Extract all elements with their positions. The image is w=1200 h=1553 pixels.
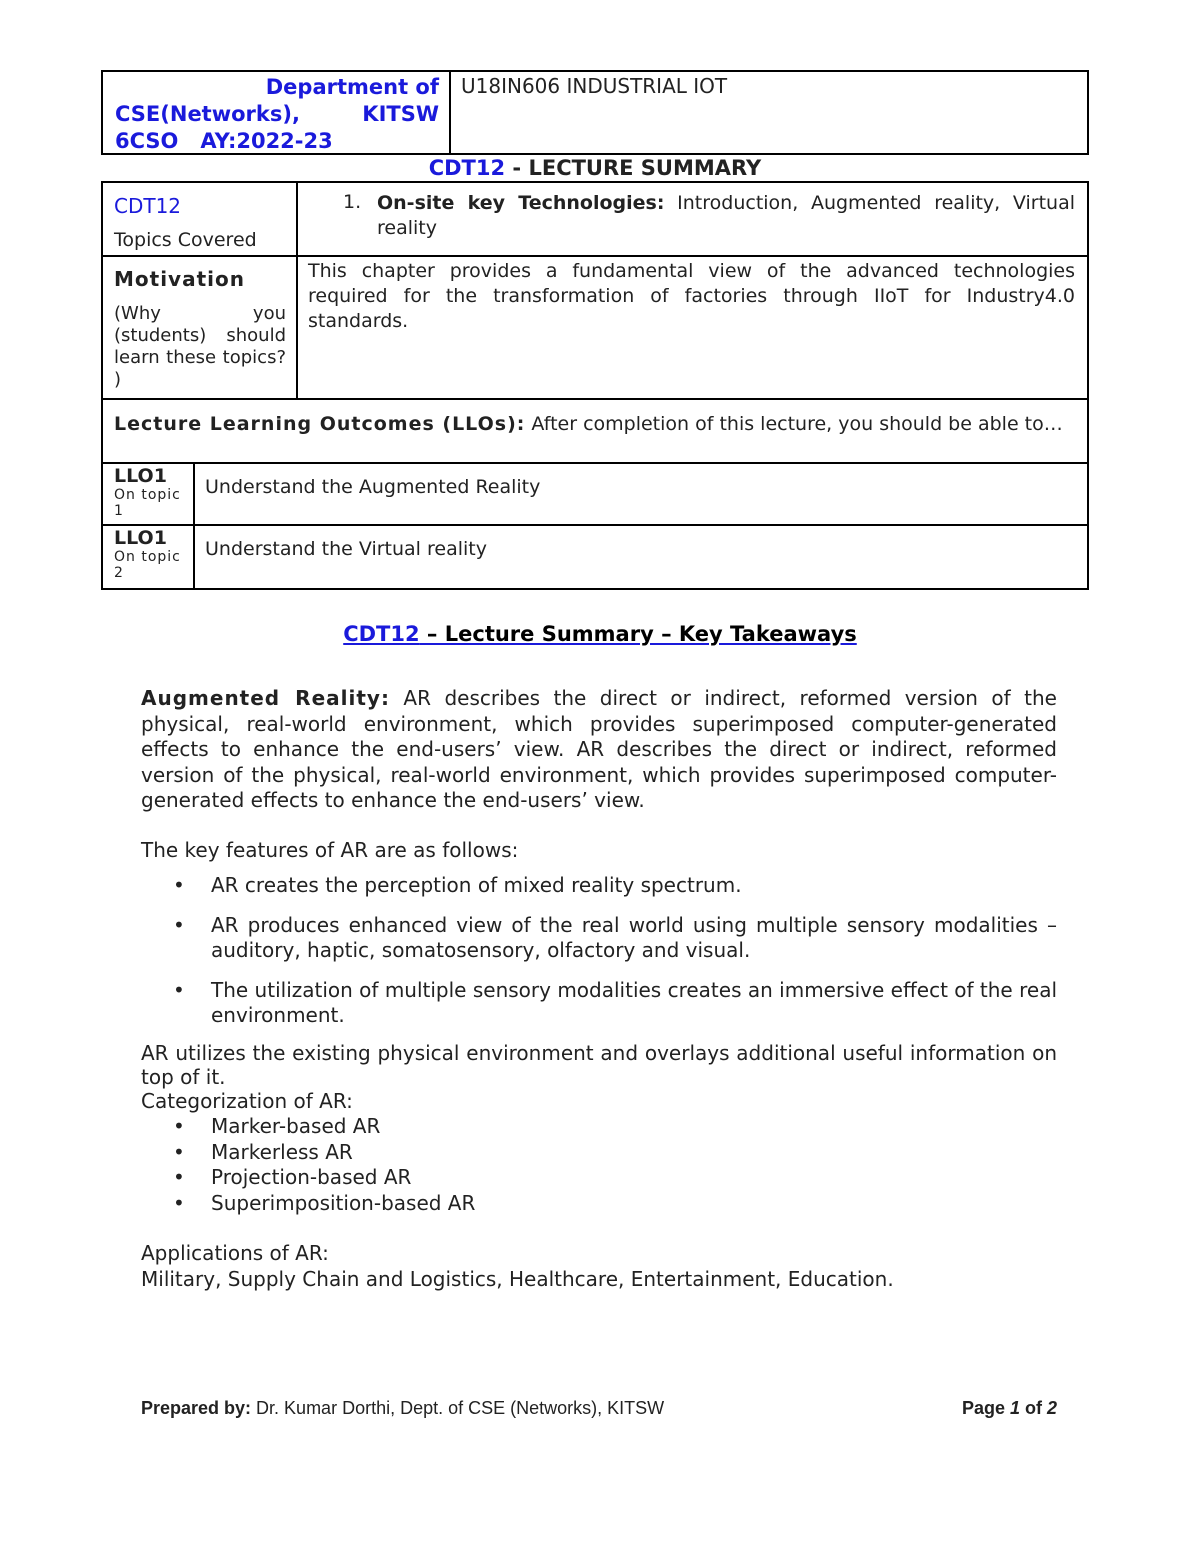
summary-table: [101, 181, 1089, 590]
motivation-label: Motivation: [114, 267, 245, 291]
llo-topic: On topic 1: [114, 487, 181, 519]
page-footer: [141, 1398, 1057, 1419]
motivation-row: [103, 257, 1087, 400]
applications-intro: Applications of AR:: [141, 1241, 329, 1265]
topic-heading: On-site key Technologies:: [377, 192, 665, 214]
list-item: • AR creates the perception of mixed reality spectrum.: [141, 873, 1057, 899]
list-item: • Superimposition-based AR: [141, 1191, 1057, 1217]
features-intro: The key features of AR are as follows:: [141, 837, 519, 862]
llo-row: [103, 464, 1087, 526]
prepared-label: Prepared by:: [141, 1398, 252, 1418]
page-number: Page 1 of 2: [961, 1398, 1057, 1418]
ar-text: AR describes the direct or indirect, reformed version of the physical, real-world environment, which provides superimposed computer-generated effects to enhance the end-users’ view. AR describes the direct or indirect, reformed version of the physical, real-world environment, which provides superimposed computer-generated effects to enhance the end-users’ view.: [141, 686, 1057, 812]
list-item: • Projection-based AR: [141, 1165, 1057, 1191]
llo-intro-row: [103, 400, 1087, 464]
llo-id: LLO1: [114, 465, 167, 487]
summary-code: CDT12: [428, 156, 506, 180]
motivation-text: This chapter provides a fundamental view of the advanced technologies required for the transformation of factories through IIoT for Industry4.0 standards.: [308, 260, 1075, 332]
department-line1: Department of: [265, 75, 439, 99]
ar-definition: [141, 686, 1057, 814]
takeaways-title: – Lecture Summary – Key Takeaways: [419, 622, 857, 646]
motivation-sub: (Why you (students) should learn these topics? ): [114, 303, 286, 390]
topics-label: Topics Covered: [114, 229, 257, 251]
llo-heading: Lecture Learning Outcomes (LLOs):: [114, 413, 526, 435]
section-name: 6CSO: [115, 129, 179, 153]
topic-text: Introduction, Augmented reality, Virtual reality: [377, 192, 1075, 239]
academic-year: AY:2022-23: [200, 129, 333, 153]
llo-text: Understand the Augmented Reality: [205, 476, 541, 498]
llo-row: [103, 526, 1087, 588]
ar-heading: Augmented Reality:: [141, 686, 390, 710]
llo-text: Understand the Virtual reality: [205, 538, 487, 560]
categories-list: [141, 1114, 1057, 1216]
institute-name: KITSW: [362, 102, 439, 126]
llo-topic: On topic 2: [114, 549, 181, 581]
llo-id: LLO1: [114, 527, 167, 549]
prepared-by: [141, 1398, 664, 1419]
takeaways-code: CDT12: [343, 622, 420, 646]
header-table: [101, 70, 1089, 155]
features-list: [141, 873, 1057, 1029]
current-page: 1: [1009, 1398, 1020, 1418]
prepared-text: Dr. Kumar Dorthi, Dept. of CSE (Networks), KITSW: [251, 1398, 665, 1418]
summary-title-text: - LECTURE SUMMARY: [505, 156, 762, 180]
course-title: U18IN606 INDUSTRIAL IOT: [461, 74, 728, 98]
key-takeaways-heading: [101, 622, 1099, 646]
list-item: • The utilization of multiple sensory modalities creates an immersive effect of the real environment.: [141, 978, 1057, 1029]
categorization-intro: Categorization of AR:: [141, 1088, 353, 1113]
ar-utilizes: AR utilizes the existing physical environment and overlays additional useful information on top of it.: [141, 1040, 1057, 1089]
topics-row: [103, 183, 1087, 257]
total-pages: 2: [1046, 1398, 1057, 1418]
department-name: CSE(Networks),: [115, 102, 300, 126]
topics-code: CDT12: [114, 194, 182, 218]
list-item: • Marker-based AR: [141, 1114, 1057, 1140]
summary-body: [141, 686, 1057, 1292]
list-item: • AR produces enhanced view of the real world using multiple sensory modalities – auditory, haptic, somatosensory, olfactory and visual.: [141, 913, 1057, 964]
list-item: • Markerless AR: [141, 1140, 1057, 1166]
topic-number: 1.: [343, 191, 362, 213]
applications-text: Military, Supply Chain and Logistics, Healthcare, Entertainment, Education.: [141, 1266, 894, 1291]
key-takeaways-link[interactable]: [343, 622, 857, 646]
department-cell: [103, 72, 451, 153]
lecture-summary-title: [101, 154, 1089, 182]
llo-intro-text: After completion of this lecture, you should be able to…: [525, 413, 1063, 435]
